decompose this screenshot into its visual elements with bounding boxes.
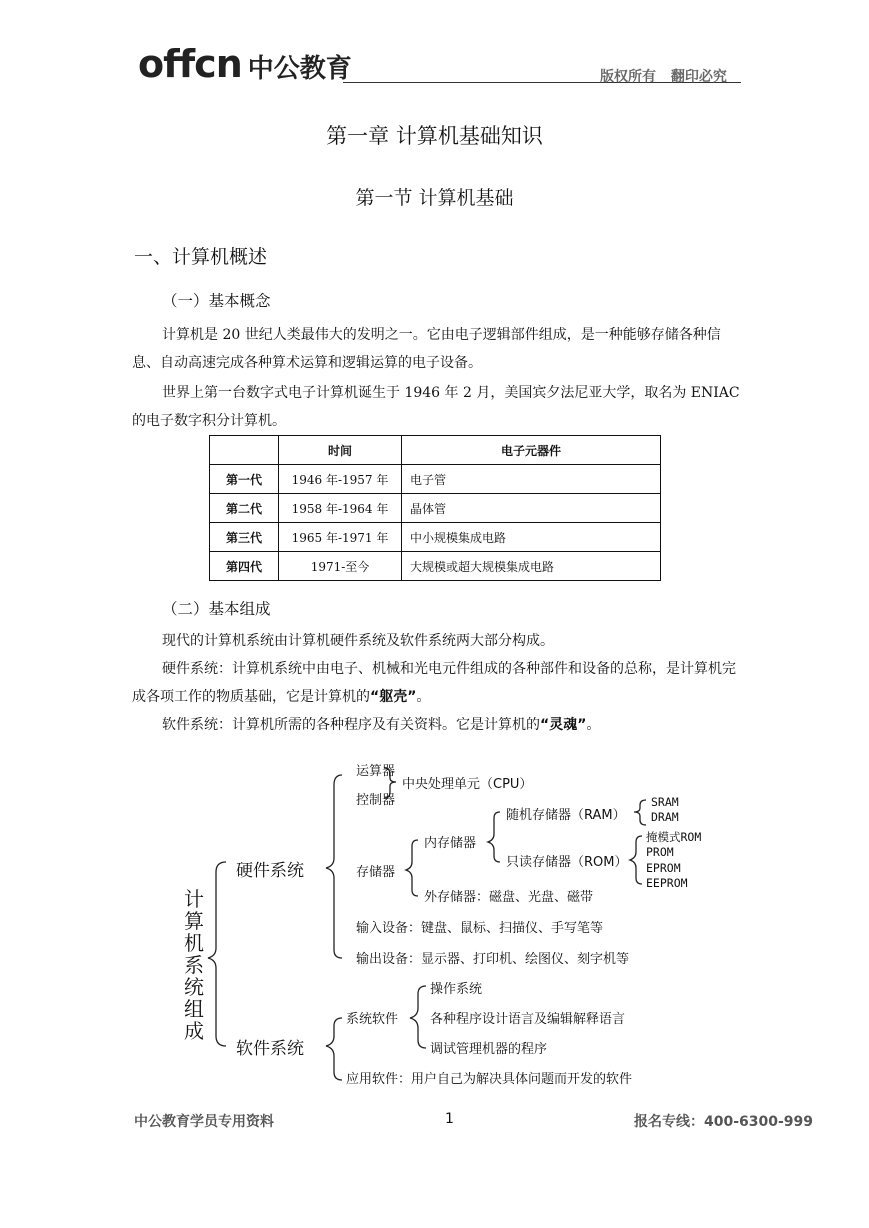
copyright-notice: 版权所有 翻印必究 xyxy=(600,69,727,85)
rom-brace xyxy=(630,836,642,884)
sram-label: SRAM xyxy=(651,795,679,809)
page-number: 1 xyxy=(445,1111,454,1127)
section-title: 第一节 计算机基础 xyxy=(355,187,514,209)
heading-overview: 一、计算机概述 xyxy=(134,246,268,268)
eprom-label: EPROM xyxy=(646,861,681,875)
output-devices-label: 输出设备：显示器、打印机、绘图仪、刻字机等 xyxy=(356,952,630,967)
storage-brace xyxy=(406,840,418,896)
chapter-title: 第一章 计算机基础知识 xyxy=(326,124,543,148)
system-software-label: 系统软件 xyxy=(346,1012,399,1027)
input-devices-label: 输入设备：键盘、鼠标、扫描仪、手写笔等 xyxy=(356,921,604,936)
table-header-time: 时间 xyxy=(279,436,402,465)
internal-brace xyxy=(488,812,500,862)
table-cell-generation: 第一代 xyxy=(210,465,279,494)
cpu-label: 中央处理单元（CPU） xyxy=(402,777,533,792)
hardware-emphasis: “躯壳” xyxy=(370,689,417,705)
external-storage-label: 外存储器：磁盘、光盘、磁带 xyxy=(424,890,594,905)
footer-hotline: 报名专线：400-6300-999 xyxy=(634,1114,814,1130)
table-cell-time: 1965 年-1971 年 xyxy=(279,523,402,552)
languages-label: 各种程序设计语言及编辑解释语言 xyxy=(430,1012,626,1027)
software-brace xyxy=(326,1018,342,1080)
table-cell-component: 中小规模集成电路 xyxy=(402,523,661,552)
logo-chinese: 中公教育 xyxy=(247,54,352,84)
hardware-text: 硬件系统：计算机系统中由电子、机械和光电元件组成的各种部件和设备的总称，是计算机完成各项工作的物质基础，它是计算机的 xyxy=(132,661,736,705)
os-label: 操作系统 xyxy=(430,982,483,997)
table-cell-component: 大规模或超大规模集成电路 xyxy=(402,552,661,581)
hardware-system-label: 硬件系统 xyxy=(236,861,304,881)
diagram-root-label: 计算机系统组成 xyxy=(184,887,204,1043)
hardware-brace xyxy=(326,775,342,958)
application-software-label: 应用软件：用户自己为解决具体问题而开发的软件 xyxy=(346,1072,633,1087)
hardware-end: 。 xyxy=(416,689,431,705)
root-brace xyxy=(208,862,226,1046)
paragraph-composition: 现代的计算机系统由计算机硬件系统及软件系统两大部分构成。 xyxy=(162,633,554,649)
software-system-label: 软件系统 xyxy=(236,1039,304,1059)
system-software-brace xyxy=(410,986,426,1048)
table-cell-time: 1971-至今 xyxy=(279,552,402,581)
table-cell-time: 1958 年-1964 年 xyxy=(279,494,402,523)
software-text: 软件系统：计算机所需的各种程序及有关资料。它是计算机的 xyxy=(162,717,540,733)
controller-label: 控制器 xyxy=(356,793,396,808)
ram-brace xyxy=(634,800,646,825)
eeprom-label: EEPROM xyxy=(646,876,688,890)
rom-label: 只读存储器（ROM） xyxy=(506,855,628,870)
table-cell-generation: 第三代 xyxy=(210,523,279,552)
table-cell-component: 晶体管 xyxy=(402,494,661,523)
footer-left: 中公教育学员专用资料 xyxy=(134,1114,274,1130)
table-cell-time: 1946 年-1957 年 xyxy=(279,465,402,494)
mask-rom-label: 掩模式ROM xyxy=(646,830,702,844)
logo-english: offcn xyxy=(138,42,242,86)
alu-label: 运算器 xyxy=(356,764,396,779)
software-end: 。 xyxy=(586,717,601,733)
table-cell-generation: 第四代 xyxy=(210,552,279,581)
prom-label: PROM xyxy=(646,845,674,859)
debug-programs-label: 调试管理机器的程序 xyxy=(430,1042,548,1057)
table-header-components: 电子元器件 xyxy=(402,436,661,465)
table-cell-component: 电子管 xyxy=(402,465,661,494)
table-cell-generation: 第二代 xyxy=(210,494,279,523)
ram-label: 随机存储器（RAM） xyxy=(506,808,626,823)
paragraph-concept: 计算机是 20 世纪人类最伟大的发明之一。它由电子逻辑部件组成，是一种能够存储各种信息、自动高速完成各种算术运算和逻辑运算的电子设备。 xyxy=(132,327,721,371)
software-emphasis: “灵魂” xyxy=(540,717,587,733)
paragraph-eniac: 世界上第一台数字式电子计算机诞生于 1946 年 2 月，美国宾夕法尼亚大学，取名为 ENIAC 的电子数字积分计算机。 xyxy=(132,385,740,429)
heading-basic-composition: （二）基本组成 xyxy=(162,600,271,618)
storage-label: 存储器 xyxy=(356,865,396,880)
dram-label: DRAM xyxy=(651,810,679,824)
internal-storage-label: 内存储器 xyxy=(424,836,477,851)
heading-basic-concept: （一）基本概念 xyxy=(162,292,271,310)
